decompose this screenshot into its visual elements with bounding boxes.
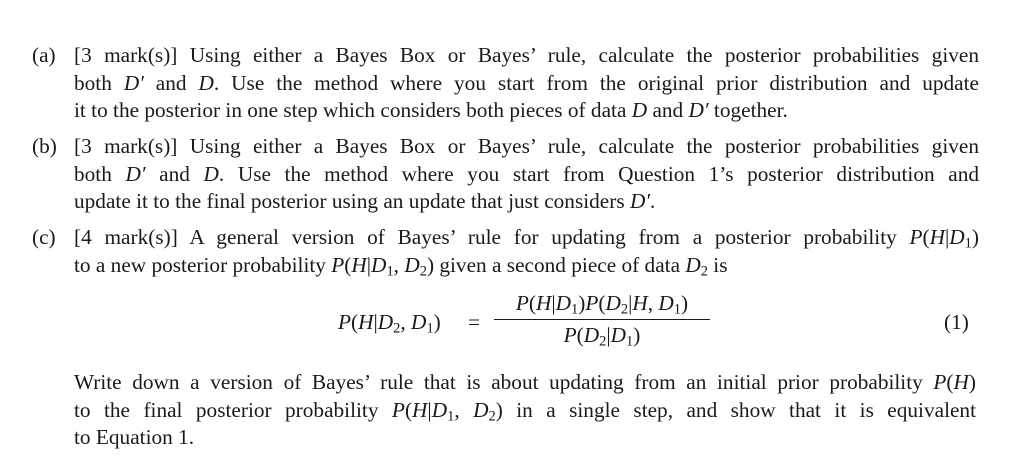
- equation-denominator: $P(D_2|D_1)$: [563, 323, 641, 350]
- part-c-line-2: to a new posterior probability $P(H|D_1$, $D_2$) given a second piece of data $D_2$ is: [74, 252, 728, 280]
- equation-lhs: $P(H|D_2$, $D_1$): [338, 310, 441, 337]
- part-a-line-1: [3 mark(s)] Using either a Bayes Box or Bayes’ rule, calculate the posterior probabilities given: [74, 43, 979, 67]
- equation-fraction: [492, 288, 712, 350]
- final-line-2: to the final posterior probability $P(H|D_1$, $D_2$) in a single step, and show that it is equivalent: [74, 397, 977, 425]
- part-b-line-2: both D′ and D. Use the method where you start from Question 1’s posterior distribution and: [74, 161, 979, 186]
- part-b-line-1: [3 mark(s)] Using either a Bayes Box or Bayes’ rule, calculate the posterior probabilities given: [74, 134, 979, 158]
- part-b-line-3: update it to the final posterior using an update that just considers D′.: [74, 189, 656, 213]
- part-c-label: (c): [32, 225, 56, 249]
- part-c-body: [74, 224, 979, 279]
- final-paragraph: [74, 369, 976, 452]
- part-b-body: [74, 133, 979, 216]
- part-a-line-2: both D′ and D. Use the method where you start from the original prior distribution and update: [74, 70, 979, 95]
- part-a-label: (a): [32, 43, 56, 67]
- final-line-1: Write down a version of Bayes’ rule that is about updating from an initial prior probability P(H): [74, 370, 976, 394]
- equation-equals-sign: =: [468, 310, 481, 334]
- part-c-line-1: [4 mark(s)] A general version of Bayes’ rule for updating from a posterior probability $P(H|D_1)$: [74, 225, 979, 252]
- equation-1: [0, 288, 1024, 358]
- part-a-body: [74, 42, 979, 125]
- equation-numerator: $P(H|D_1)P(D_2|H$, $D_1$): [515, 291, 689, 318]
- equation-number: (1): [944, 310, 969, 334]
- part-b-label: (b): [32, 134, 57, 158]
- part-a-line-3: it to the posterior in one step which considers both pieces of data D and D′ together.: [74, 98, 788, 122]
- final-line-3: to Equation 1.: [74, 425, 195, 449]
